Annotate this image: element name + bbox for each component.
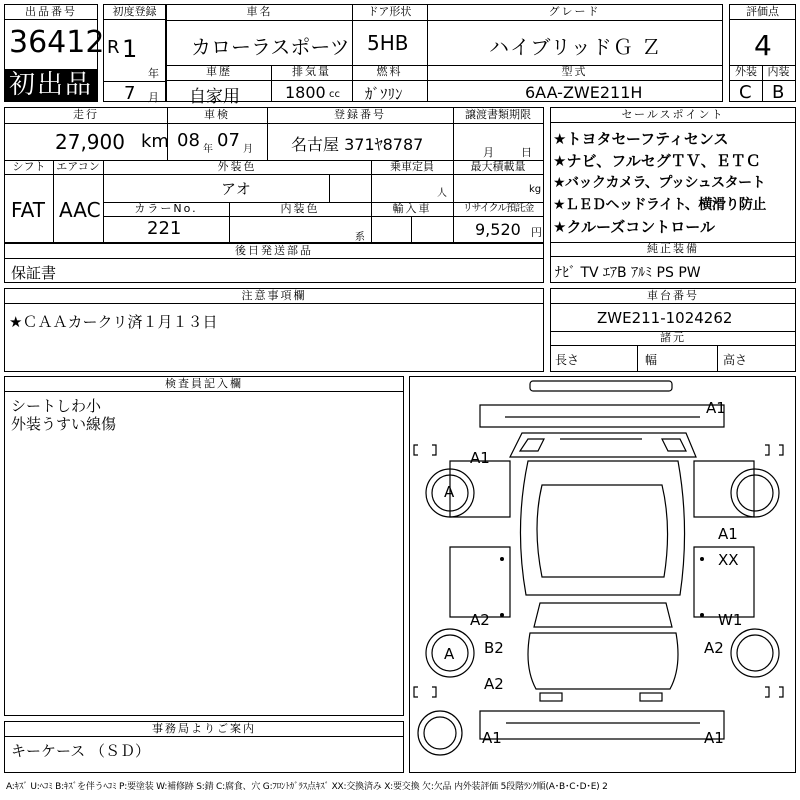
office-label: 事務局よりご案内 (5, 722, 403, 737)
load-unit: kg (529, 184, 542, 195)
ac-label: エアコン (56, 160, 100, 173)
car-name: カローラスポーツ (191, 35, 350, 59)
damage-mark-rear-left-lower: A2 (484, 675, 504, 693)
exterior-label: 外装 (735, 65, 757, 78)
selling-point: ★トヨタセーフティセンス (553, 130, 729, 148)
displacement: 1800 (285, 83, 326, 102)
grade: ハイブリッドＧ Ｚ (489, 35, 663, 59)
first-reg-label: 初度登録 (104, 5, 165, 20)
dims-label: 諸元 (551, 331, 795, 346)
length-label: 長さ (555, 353, 580, 367)
interior-score: B (772, 82, 785, 103)
year-unit: 年 (148, 67, 159, 80)
load-label: 最大積載量 (470, 160, 526, 173)
legend: A:ｷｽﾞ U:ﾍｺﾐ B:ｷｽﾞを伴うﾍｺﾐ P:要塗装 W:補修跡 S:錆 C:腐食、穴 G:ﾌﾛﾝﾄｶﾞﾗｽ点ｷｽﾞ XX:交換済み X:要交換 欠:欠品 内外装評価 5段階ﾗﾝｸ順(A･B･C･D･E) 2 (6, 782, 608, 792)
import-label: 輸入車 (392, 202, 432, 215)
score: 4 (754, 29, 772, 62)
equipment: ﾅﾋﾞ TV ｴｱB ｱﾙﾐ PS PW (555, 265, 701, 281)
lot-box (4, 4, 105, 102)
interior-label: 内装 (767, 65, 790, 78)
damage-mark-rear-left-panel: B2 (484, 639, 504, 657)
plate-number: 名古屋 371ﾔ8787 (291, 135, 424, 154)
inspector-box (4, 376, 404, 716)
color-number: 221 (147, 218, 182, 239)
inspector-line: シートしわ小 (11, 397, 102, 415)
later-parts-label: 後日発送部品 (5, 244, 543, 259)
interior-color-unit: 系 (355, 232, 365, 243)
inspection-year: 08 (177, 130, 200, 151)
capacity-label: 乗車定員 (390, 160, 434, 173)
notes-text: ★ＣＡＡカークリ済１月１３日 (9, 313, 218, 331)
mileage-label: 走行 (73, 108, 99, 121)
selling-point: ★クルーズコントロール (553, 218, 715, 236)
office-box (4, 721, 404, 773)
damage-mark-rear-bumper-right: A1 (704, 729, 724, 747)
recycle-fee: 9,520 (475, 220, 521, 239)
selling-point: ★ＬＥＤヘッドライト、横滑り防止 (553, 197, 766, 213)
damage-mark-front-right-panel: XX (718, 551, 739, 569)
inspector-line: 外装うすい線傷 (11, 415, 117, 433)
chassis-label: 車台番号 (551, 289, 795, 304)
damage-mark-rear-bumper-left: A1 (482, 729, 502, 747)
door-type: 5HB (367, 31, 409, 55)
displacement-unit: cc (329, 89, 340, 100)
reg-month: 7 (124, 83, 136, 104)
month-unit: 月 (148, 91, 159, 104)
air-conditioner: AAC (59, 198, 101, 222)
damage-mark-front-right-door: A1 (718, 525, 738, 543)
equipment-label: 純正装備 (551, 242, 795, 257)
plate-label: 登録番号 (334, 108, 386, 121)
score-label: 評価点 (730, 5, 795, 20)
selling-points-box (550, 107, 796, 283)
color-no-label: カラーNo. (134, 202, 198, 215)
inspection-label: 車検 (204, 108, 230, 121)
color-label: 外装色 (217, 160, 257, 173)
chassis-number: ZWE211-1024262 (597, 309, 733, 327)
era: R (107, 37, 120, 58)
mileage-unit: km (141, 131, 169, 152)
notes-box (4, 288, 544, 372)
height-label: 高さ (723, 353, 748, 367)
selling-points-label: セールスポイント (551, 108, 795, 123)
notes-label: 注意事項欄 (5, 289, 543, 304)
score-box (729, 4, 796, 102)
damage-mark-rear-left-door: A2 (470, 611, 490, 629)
inspector-label: 検査員記入欄 (5, 377, 403, 392)
damage-mark-rear-wheel-left: A (444, 645, 455, 663)
fuel: ｶﾞｿﾘﾝ (365, 85, 403, 103)
damage-mark-rear-right-door: W1 (718, 611, 743, 629)
inspection-year-unit: 年 (203, 144, 213, 155)
history: 自家用 (189, 87, 240, 107)
fuel-label: 燃料 (376, 65, 403, 78)
shift: FAT (11, 198, 46, 222)
car-diagram-box (409, 376, 796, 773)
inspection-month-unit: 月 (243, 144, 253, 155)
vehicle-info-box (166, 4, 723, 107)
recycle-label: リサイクル預託金 (462, 203, 534, 214)
first-registration-box (103, 4, 166, 102)
transfer-label: 譲渡書類期限 (465, 108, 531, 121)
later-parts: 保証書 (11, 264, 57, 282)
damage-mark-roof: A1 (706, 399, 726, 417)
chassis-box (550, 288, 796, 372)
damage-mark-rear-right-panel: A2 (704, 639, 724, 657)
capacity-unit: 人 (437, 188, 447, 199)
first-listing-badge: 初出品 (5, 69, 97, 101)
inspection-month: 07 (217, 130, 240, 151)
details-box (4, 107, 544, 243)
exterior-score: C (739, 82, 752, 103)
width-label: 幅 (645, 353, 658, 367)
office-text: キーケース （ＳＤ） (11, 742, 151, 760)
car-name-label: 車名 (246, 5, 273, 18)
history-label: 車歴 (206, 65, 232, 78)
body-color: アオ (221, 180, 251, 198)
later-parts-box (4, 243, 544, 283)
interior-color-label: 内装色 (280, 202, 320, 215)
door-label: ドア形状 (367, 5, 412, 18)
lot-label: 出品番号 (5, 5, 97, 20)
shift-label: シフト (12, 160, 46, 173)
recycle-unit: 円 (531, 226, 542, 239)
transfer-day-unit: 日 (521, 146, 532, 159)
displacement-label: 排気量 (292, 65, 331, 78)
damage-mark-front-wheel-left: A (444, 483, 455, 501)
lot-number: 36412 (9, 25, 105, 60)
grade-label: グレード (548, 5, 601, 18)
mileage: 27,900 (55, 130, 125, 154)
selling-point: ★バックカメラ、プッシュスタート (553, 175, 766, 191)
car-diagram (410, 377, 795, 772)
transfer-month-unit: 月 (483, 146, 494, 159)
reg-year: 1 (122, 35, 138, 63)
model: 6AA-ZWE211H (525, 83, 643, 102)
selling-point: ★ナビ、フルセグＴＶ、ＥＴＣ (553, 152, 761, 170)
damage-mark-front-bumper-left: A1 (470, 449, 490, 467)
model-label: 型式 (561, 65, 588, 78)
